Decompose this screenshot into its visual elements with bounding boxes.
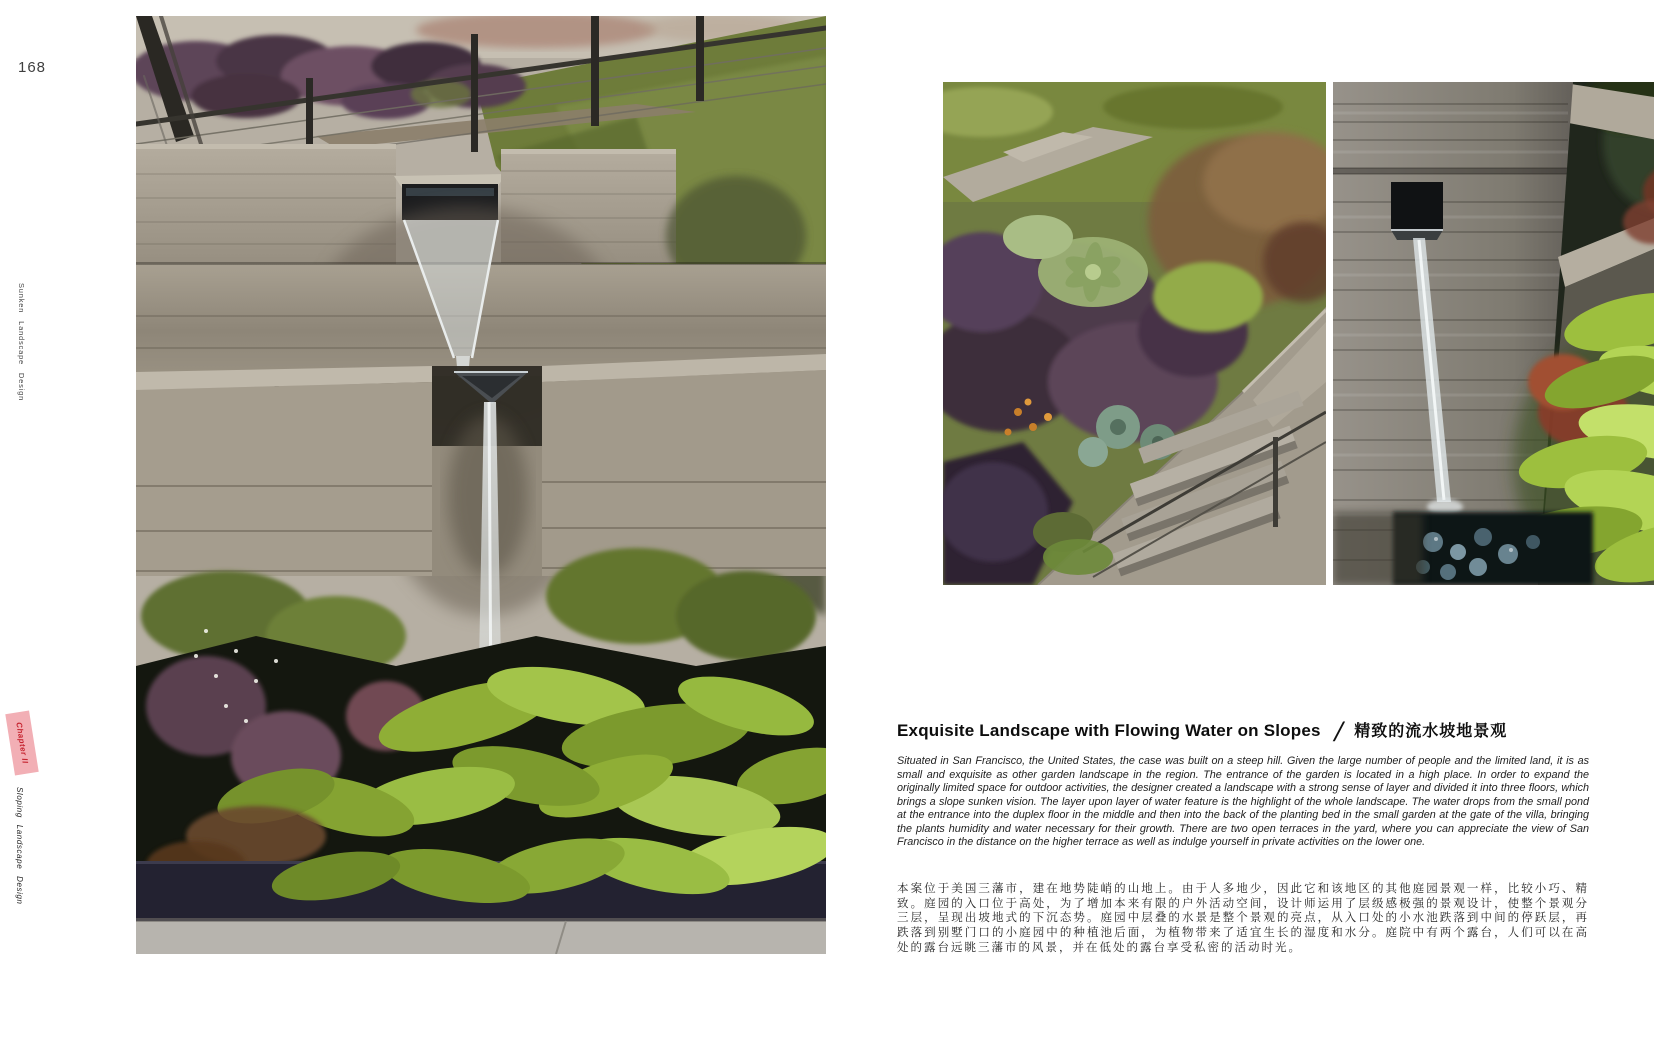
- spine-section-label: Sloping Landscape Design: [15, 787, 24, 905]
- page-number: 168: [18, 59, 47, 76]
- paragraph-chinese: 本案位于美国三藩市，建在地势陡峭的山地上。由于人多地少，因此它和该地区的其他庭园景观一样，比较小巧、精致。庭园的入口位于高处，为了增加本来有限的户外活动空间，设计师运用了层级感极强的景观设计，使整个景观分三层，呈现出坡地式的下沉态势。庭园中层叠的水景是整个景观的亮点，从入口处的小水池跌落到中间的停跃层，再跌落到别墅门口的小庭园中的种植池后面，为植物带来了适宜生长的湿度和水分。庭院中有两个露台，人们可以在高处的露台远眺三藩市的风景，并在低处的露台享受私密的活动时光。: [897, 883, 1589, 954]
- article-title-english: Exquisite Landscape with Flowing Water on Slopes: [897, 721, 1321, 740]
- photo-main-terraced-water-wall: [136, 16, 826, 954]
- chapter-tab: [5, 711, 38, 776]
- chapter-tab-label: Chapter II: [14, 721, 30, 765]
- article-title-chinese: 精致的流水坡地景观: [1354, 723, 1508, 740]
- photo-detail-hillside-planting: [943, 82, 1326, 585]
- photo-mid-illustration: [943, 82, 1326, 585]
- photo-right-illustration: [1333, 82, 1654, 585]
- photo-detail-wall-spout: [1333, 82, 1654, 585]
- pavement: [136, 921, 826, 954]
- article-block: [897, 717, 1589, 954]
- scupper-spout: [1391, 182, 1443, 240]
- photo-main-illustration: [136, 16, 826, 954]
- spine-series-label: Sunken Landscape Design: [17, 283, 26, 402]
- paragraph-english: Situated in San Francisco, the United States, the case was built on a steep hill. Given the large number of people and the limited land, it is as small and exquisite as other garden landscape in the region. The entrance of the garden is located in a high place. In order to expand the originally limited space for outdoor activities, the designer created a landscape with a strong sense of layer and divided it into three floors, which brings a slope sunken vision. The layer upon layer of water feature is the highlight of the whole landscape. The water drops from the small pond at the entrance into the duplex floor in the middle and then into the back of the planting bed in the small garden at the gate of the villa, bringing the plants humidity and water necessary for their growth. There are two open terraces in the yard, where you can appreciate the view of San Francisco in the distance on the higher terrace as well as indulge yourself in private activities on the lower one.: [897, 755, 1589, 848]
- article-title: Exquisite Landscape with Flowing Water on Slopes / 精致的流水坡地景观: [897, 717, 1508, 747]
